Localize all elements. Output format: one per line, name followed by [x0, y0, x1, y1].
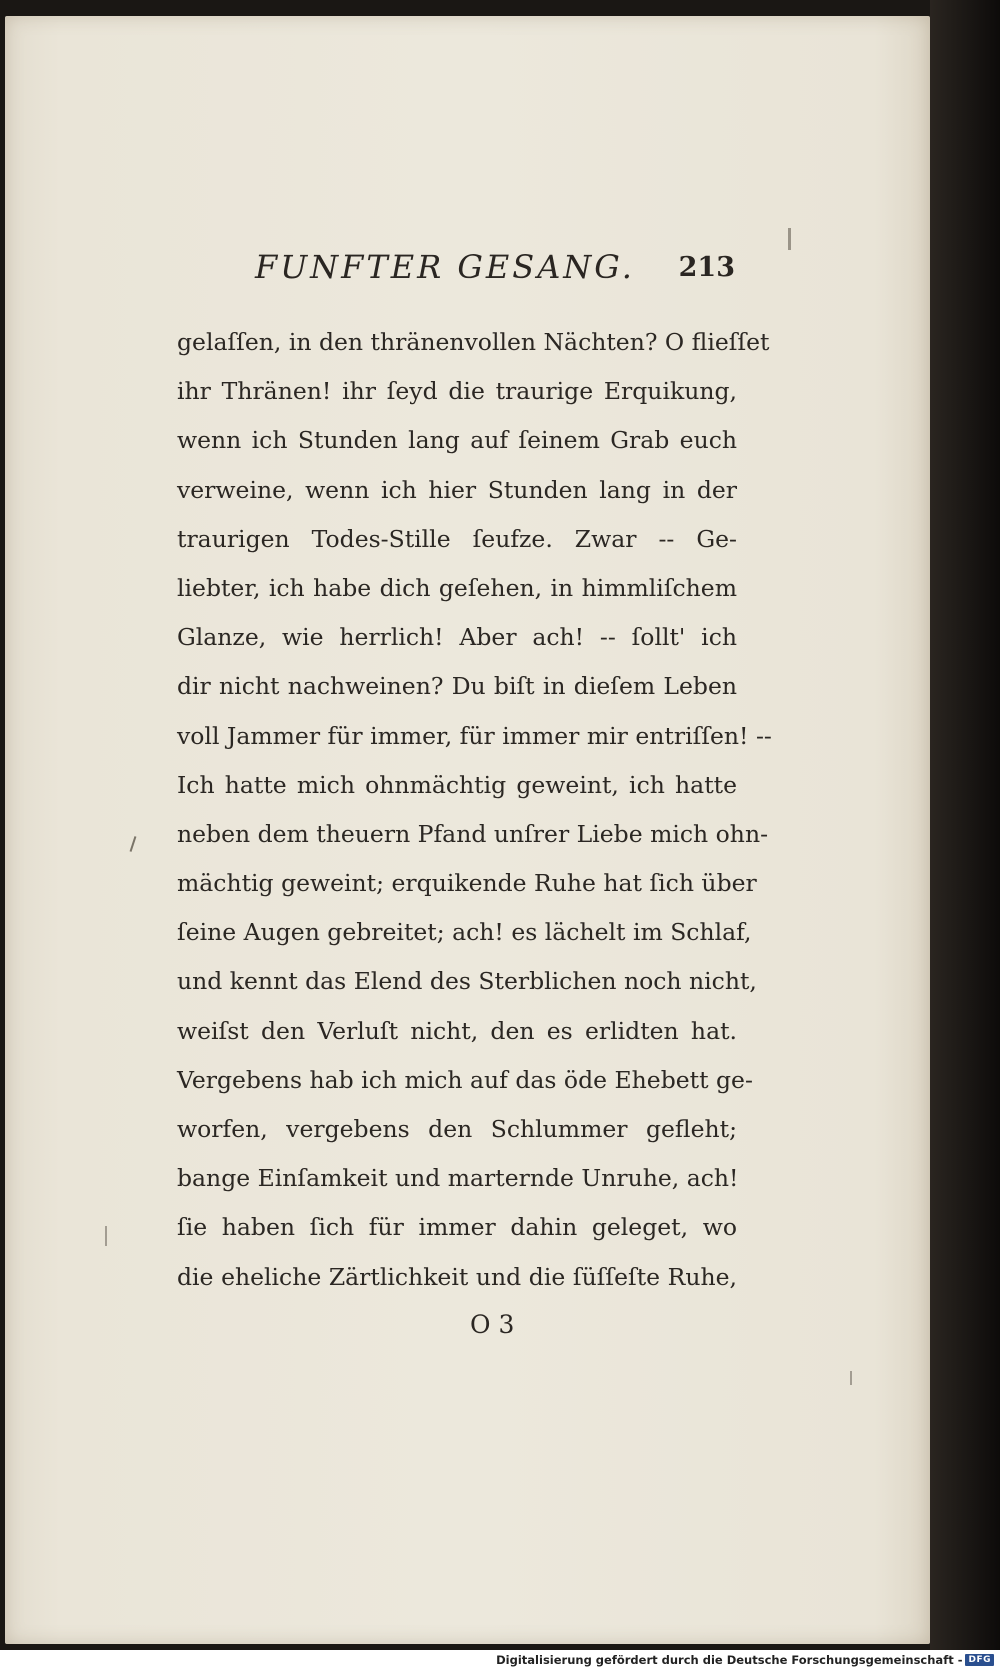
- paper-speck: [788, 228, 791, 250]
- text-line: voll Jammer für immer, für immer mir entriſſen! --: [177, 721, 772, 750]
- text-line: die eheliche Zärtlichkeit und die ſüſſeſte Ruhe,: [177, 1262, 737, 1291]
- text-line: bange Einſamkeit und marternde Unruhe, ach!: [177, 1164, 739, 1193]
- funding-credit-text: Digitalisierung gefördert durch die Deutsche Forschungsgemeinschaft -: [496, 1653, 963, 1667]
- page-number: 213: [678, 252, 735, 283]
- text-line: worfen, vergebens den Schlummer gefleht;: [177, 1115, 737, 1143]
- dfg-logo: DFG: [965, 1654, 994, 1666]
- text-line: verweine, wenn ich hier Stunden lang in der: [177, 475, 737, 504]
- funding-credit: [496, 1653, 994, 1667]
- paper-speck: [105, 1226, 107, 1246]
- body-text: [177, 318, 772, 1302]
- text-line: und kennt das Elend des Sterblichen noch nicht,: [177, 967, 757, 996]
- signature-mark: O 3: [470, 1310, 515, 1339]
- running-head: [255, 248, 735, 298]
- running-title: FUNFTER GESANG.: [255, 248, 635, 286]
- text-line: traurigen Todes-Stille ſeufze. Zwar -- Ge-: [177, 524, 737, 553]
- book-binding-edge: [930, 0, 1000, 1672]
- text-line: liebter, ich habe dich geſehen, in himmliſchem: [177, 573, 737, 602]
- text-line: Glanze, wie herrlich! Aber ach! -- ſollt' ich: [177, 623, 737, 652]
- text-line: ſeine Augen gebreitet; ach! es lächelt im Schlaf,: [177, 918, 752, 947]
- text-line: ihr Thränen! ihr ſeyd die traurige Erquikung,: [177, 377, 737, 406]
- text-line: weiſst den Verluſt nicht, den es erlidten hat.: [177, 1016, 737, 1045]
- text-line: wenn ich Stunden lang auf ſeinem Grab euch: [177, 426, 737, 455]
- text-line: Ich hatte mich ohnmächtig geweint, ich hatte: [177, 770, 737, 799]
- text-line: dir nicht nachweinen? Du biſt in dieſem Leben: [177, 672, 737, 701]
- text-line: gelaſſen, in den thränenvollen Nächten? O flieſſet: [177, 328, 770, 356]
- paper-speck: [850, 1371, 852, 1385]
- paper-speck: [130, 836, 137, 852]
- text-line: ſie haben ſich für immer dahin geleget, wo: [177, 1213, 737, 1242]
- text-line: neben dem theuern Pfand unſrer Liebe mich ohn-: [177, 819, 769, 848]
- text-line: mächtig geweint; erquikende Ruhe hat ſich über: [177, 869, 757, 898]
- text-line: Vergebens hab ich mich auf das öde Ehebett ge-: [177, 1065, 753, 1094]
- footer-bar: [0, 1650, 1000, 1672]
